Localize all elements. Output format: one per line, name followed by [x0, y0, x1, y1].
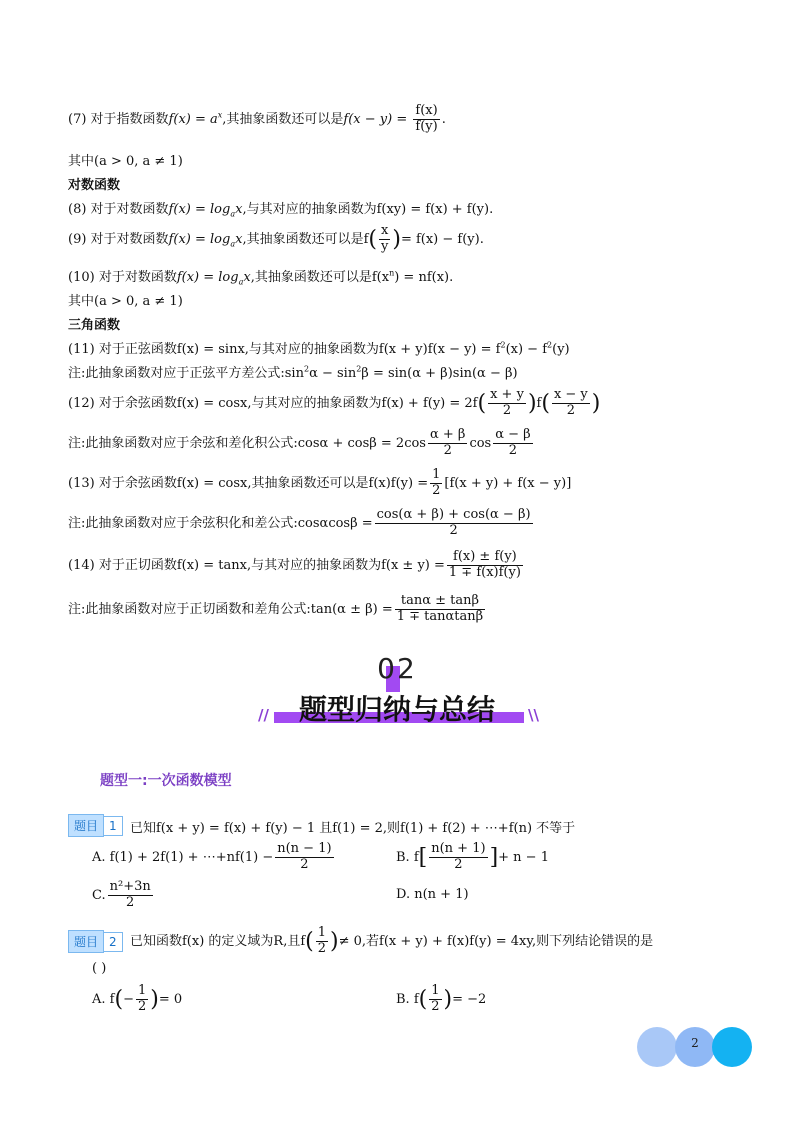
q2-b-lp: ( [418, 986, 428, 1012]
q2-b-frac [429, 984, 441, 1015]
item-8-sub: a [230, 209, 236, 219]
item-11-a: (11) 对于正弦函数f(x) = sinx,与其对应的抽象函数为f(x + y)f(x − y) = f [68, 342, 501, 357]
item-7-fx: f(x) = a [168, 111, 218, 127]
q2-stem-num: 1 [317, 925, 327, 940]
note-14-d: 1 ∓ tanαtanβ [396, 608, 484, 624]
question-1-tag [68, 814, 123, 837]
q2-b-num: 1 [431, 983, 440, 998]
note-12-a: 注:此抽象函数对应于余弦和差化积公式:cosα + cosβ = 2cos [68, 435, 426, 451]
note-13 [68, 508, 535, 539]
item-10-mid: ,其抽象函数还可以是f(x [250, 270, 390, 285]
item-14-a: (14) 对于正切函数f(x) = tanx,与其对应的抽象函数为f(x ± y) = [68, 557, 445, 573]
item-8-fx-b: x [235, 202, 243, 217]
item-12-d2: 2 [552, 403, 590, 419]
q2-a-rp: ) [150, 986, 159, 1012]
item-7-fraction [413, 104, 439, 135]
q1-c-num: n²+3n [109, 879, 151, 894]
item-10-fx-b: x [243, 270, 251, 285]
q2-a-frac [136, 984, 148, 1015]
q2-a-num: 1 [137, 983, 147, 998]
item-10-label: (10) 对于对数函数 [68, 270, 177, 285]
note-12-b: cos [469, 435, 492, 451]
q1-b-text: B. f [396, 849, 419, 865]
q2-a-minus: − [123, 991, 134, 1007]
note-12-n1: α + β [429, 427, 466, 442]
q2-b-rp: ) [443, 986, 453, 1012]
item-9-den: y [380, 238, 389, 254]
item-8-fx: f(x) = log [168, 202, 231, 217]
note-14-n: tanα ± tanβ [400, 593, 480, 608]
condition-2: 其中(a > 0, a ≠ 1) [68, 294, 183, 309]
item-9-num: x [380, 223, 389, 238]
item-14-d: 1 ∓ f(x)f(y) [448, 564, 521, 580]
question-2-option-b[interactable] [396, 984, 486, 1015]
item-11-sup2: 2 [547, 340, 553, 350]
q2-a-lp: ( [114, 986, 124, 1012]
item-9-rest: = f(x) − f(y). [400, 231, 484, 247]
item-13-b: [f(x + y) + f(x − y)] [444, 475, 572, 491]
item-7-lhs: f(x − y) = [343, 111, 408, 127]
item-13 [68, 468, 571, 499]
item-7-mid: ,其抽象函数还可以是 [222, 111, 344, 127]
item-13-d: 2 [432, 482, 441, 498]
note-11-s2: 2 [356, 364, 362, 374]
type-heading: 题型一:一次函数模型 [100, 773, 232, 789]
question-1-option-c[interactable] [92, 880, 155, 911]
q1-c-text: C. [92, 887, 106, 903]
q1-c-den: 2 [108, 895, 153, 911]
page-circle-left [637, 1027, 677, 1067]
q2-a-den: 2 [137, 998, 147, 1014]
item-12 [68, 388, 600, 419]
item-9-fx: f(x) = log [168, 231, 231, 247]
q2-stem-a: 已知函数f(x) 的定义域为R,且f [130, 933, 306, 949]
note-12 [68, 428, 535, 459]
item-14-frac [447, 550, 523, 581]
q1-b-lbracket: [ [418, 844, 428, 870]
item-12-a: (12) 对于余弦函数f(x) = cosx,与其对应的抽象函数为f(x) + f(y) = 2f [68, 395, 478, 411]
section-left-deco: // [258, 706, 269, 724]
item-12-n2: x − y [553, 387, 588, 402]
question-2-tag [68, 930, 123, 953]
q1-b-frac [429, 842, 487, 873]
note-11-b: α − sin [309, 366, 357, 381]
item-12-lp1: ( [477, 390, 487, 416]
item-12-lp2: ( [541, 390, 550, 416]
item-9-sub: a [230, 239, 236, 249]
item-9 [68, 224, 484, 255]
item-8-label: (8) 对于对数函数 [68, 202, 169, 217]
item-9-lparen: ( [368, 226, 377, 252]
q2-stem-lp: ( [305, 928, 314, 954]
heading-log: 对数函数 [68, 178, 121, 193]
item-13-n: 1 [432, 467, 441, 482]
condition-1: 其中(a > 0, a ≠ 1) [68, 154, 183, 169]
q2-stem-den: 2 [317, 940, 327, 956]
item-11 [68, 338, 570, 357]
item-12-rp2: ) [591, 390, 601, 416]
item-12-d1: 2 [488, 403, 526, 419]
item-12-frac2 [552, 388, 590, 419]
q1-a-frac [275, 842, 333, 873]
note-11-c: β = sin(α + β)sin(α − β) [361, 366, 518, 381]
note-13-a: 注:此抽象函数对应于余弦积化和差公式:cosαcosβ = [68, 515, 373, 531]
q2-stem-b: ≠ 0,若f(x + y) + f(x)f(y) = 4xy,则下列结论错误的是 [338, 933, 654, 949]
q2-b-den: 2 [431, 998, 440, 1014]
item-7-label: (7) 对于指数函数 [68, 111, 169, 127]
question-1-stem: 已知f(x + y) = f(x) + f(y) − 1 且f(1) = 2,则f(1) + f(2) + ⋯+f(n) 不等于 [130, 821, 576, 836]
q2-a-text: A. f [92, 991, 115, 1007]
item-12-n1: x + y [490, 387, 524, 402]
q1-a-num: n(n − 1) [277, 841, 332, 856]
q2-a-rest: = 0 [158, 991, 183, 1007]
section-number: 02 [377, 652, 417, 685]
q1-b-rest: + n − 1 [498, 849, 549, 865]
item-10-sub: a [238, 277, 244, 287]
note-13-n: cos(α + β) + cos(α − β) [376, 507, 531, 522]
question-2-tag-label: 题目 [68, 930, 104, 953]
note-12-frac1 [428, 428, 467, 459]
item-13-a: (13) 对于余弦函数f(x) = cosx,其抽象函数还可以是f(x)f(y) = [68, 475, 429, 491]
q2-stem-rp: ) [330, 928, 339, 954]
question-1-option-b[interactable] [396, 842, 549, 873]
note-11 [68, 362, 518, 381]
item-11-sup1: 2 [500, 340, 506, 350]
item-10 [68, 266, 453, 287]
heading-trig: 三角函数 [68, 318, 121, 333]
item-9-rparen: ) [392, 226, 401, 252]
item-11-b: (x) − f [505, 342, 548, 357]
q2-b-text: B. f [396, 991, 419, 1007]
item-12-b: f [536, 395, 542, 411]
note-14-a: 注:此抽象函数对应于正切函数和差角公式:tan(α ± β) = [68, 601, 393, 617]
item-9-mid: ,其抽象函数还可以是f [242, 231, 369, 247]
q1-b-rbracket: ] [489, 844, 499, 870]
note-14-frac [395, 594, 485, 625]
note-12-n2: α − β [495, 427, 531, 442]
question-1-option-d[interactable]: D. n(n + 1) [396, 887, 469, 902]
item-8 [68, 198, 493, 219]
item-8-rest: ,与其对应的抽象函数为f(xy) = f(x) + f(y). [242, 202, 494, 217]
note-11-s1: 2 [303, 364, 310, 374]
question-1-number: 1 [104, 816, 123, 836]
item-10-sup: n [389, 268, 395, 278]
q1-b-num: n(n + 1) [431, 841, 486, 856]
note-12-d2: 2 [493, 443, 532, 459]
item-7-num: f(x) [415, 103, 438, 118]
item-10-rest: ) = nf(x). [394, 270, 454, 285]
question-2-option-a[interactable] [92, 984, 182, 1015]
item-7 [68, 104, 446, 135]
section-title: 题型归纳与总结 [298, 693, 495, 726]
note-13-frac [375, 508, 533, 539]
note-11-a: 注:此抽象函数对应于正弦平方差公式:sin [68, 366, 304, 381]
item-7-den: f(y) [415, 118, 438, 134]
note-14 [68, 594, 487, 625]
question-1-option-a[interactable] [92, 842, 336, 873]
question-1-tag-label: 题目 [68, 814, 104, 837]
note-12-d1: 2 [428, 443, 467, 459]
item-7-sup: x [217, 110, 223, 120]
item-10-fx: f(x) = log [176, 270, 239, 285]
q1-a-den: 2 [275, 857, 333, 873]
item-14-n: f(x) ± f(y) [453, 549, 517, 564]
item-14 [68, 550, 525, 581]
q2-stem-frac [316, 926, 328, 957]
item-9-fraction [379, 224, 390, 255]
item-7-end: . [441, 111, 446, 127]
item-9-label: (9) 对于对数函数 [68, 231, 169, 247]
q2-b-rest: = −2 [452, 991, 487, 1007]
question-2-stem [130, 926, 653, 957]
question-2-answer-blank[interactable]: ( ) [92, 961, 107, 976]
item-12-frac1 [488, 388, 526, 419]
q1-c-frac [108, 880, 153, 911]
page-circle-right [712, 1027, 752, 1067]
item-12-rp1: ) [527, 390, 537, 416]
q1-b-den: 2 [429, 857, 487, 873]
note-12-frac2 [493, 428, 532, 459]
note-13-d: 2 [375, 523, 533, 539]
item-11-c: (y) [552, 342, 570, 357]
question-2-number: 2 [104, 932, 123, 952]
page-number: 2 [691, 1036, 699, 1050]
item-9-fx-b: x [235, 231, 243, 247]
section-right-deco: \\ [528, 706, 539, 724]
item-13-frac [430, 468, 442, 499]
q1-a-text: A. f(1) + 2f(1) + ⋯+nf(1) − [92, 849, 274, 865]
